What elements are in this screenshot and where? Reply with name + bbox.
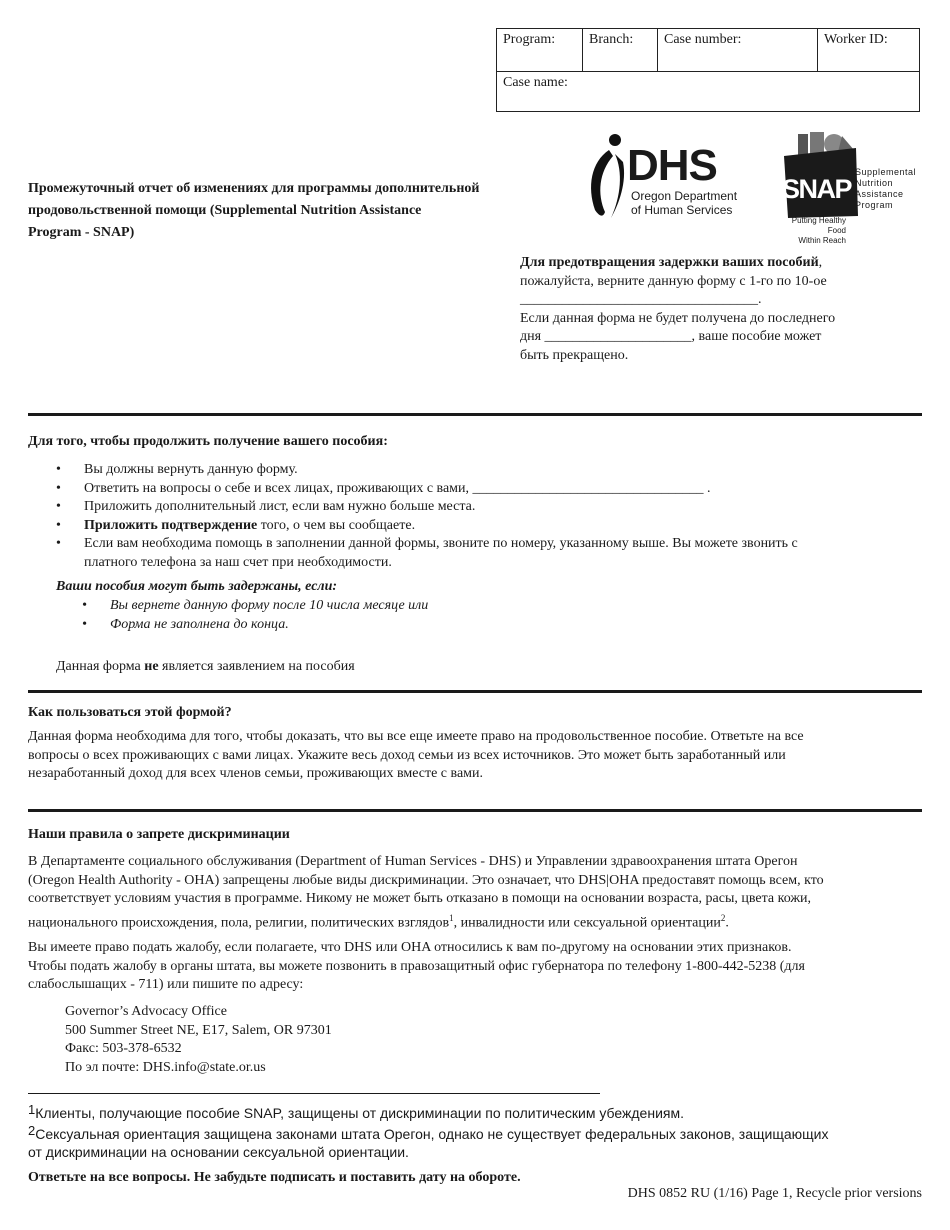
nondisc-text: , инвалидности или сексуальной ориентации [453,915,721,931]
not-application-note [56,659,355,675]
list-item-text: Приложить дополнительный лист, если вам нужно больше места. [84,499,476,514]
footnote-text: от дискриминации на основании сексуальной ориентации. [28,1144,409,1160]
program-label: Program: [503,32,556,47]
list-item [56,517,922,536]
program-field[interactable] [497,29,583,71]
nondiscrimination-paragraph-2 [28,939,928,995]
list-item-text: Ответить на вопросы о себе и всех лицах, проживающих с вами, _________________________________ . [84,480,711,496]
note-bold: не [144,659,159,674]
nondisc-p1-line3: соответствует условиям участия в программе. Никому не может быть отказано в помощи на основании возраста, расы, цвета кожи, [28,891,812,906]
how-to-line2: вопросы о всех проживающих с вами лицах. Укажите весь доход семьи из всех источников. Это может быть заработанный или [28,747,786,763]
list-item [56,480,922,499]
nondisc-text: национального происхождения, пола, религии, политических взглядов [28,915,450,931]
form-id: DHS 0852 RU (1/16) Page 1, Recycle prior versions [627,1186,922,1201]
case-number-field[interactable] [658,29,818,71]
footnote-2 [28,1122,928,1161]
note-text: является заявлением на пособия [158,659,355,674]
fax-line: Факс: 503-378-6532 [65,1041,182,1056]
list-item-text: Если вам необходима помощь в заполнении данной формы, звоните по номеру, указанному выше. Вы можете звонить с [84,536,798,551]
snap-p-word: Program [855,200,894,210]
delay-reasons-list [82,597,882,634]
note-text: Данная форма [56,659,145,674]
dhs-logo [585,132,765,224]
snap-s-word: Supplemental [855,167,917,177]
list-item-text: платного телефона за наш счет при необходимости. [84,554,392,570]
section-divider [28,809,922,812]
dhs-name-line1: Oregon Department [631,189,738,203]
how-to-line3: незаработанный доход для всех членов семьи, проживающих вместе с вами. [28,766,484,781]
address-line: Governor’s Advocacy Office [65,1004,227,1019]
email-line[interactable]: По эл почте: DHS.info@state.or.us [65,1059,266,1075]
footnote-number: 2 [28,1123,36,1138]
footnote-divider [28,1093,600,1094]
case-info-box [496,28,920,112]
nondisc-p2-line3: слабослышащих - 711) или пишите по адресу: [28,977,304,992]
how-to-paragraph [28,728,928,784]
list-item-text: Вы должны вернуть данную форму. [84,462,298,477]
notice-line6: быть прекращено. [520,347,629,363]
branch-label: Branch: [589,32,634,47]
worker-id-field[interactable] [818,29,919,71]
how-to-heading: Как пользоваться этой формой? [28,705,232,720]
list-item-text: Вы вернете данную форму после 10 числа месяце или [110,598,429,613]
snap-logo [770,130,925,245]
list-item [56,498,922,517]
branch-field[interactable] [583,29,658,71]
footnote-1 [28,1101,928,1122]
footnote-ref-1[interactable]: 1 [449,912,454,923]
nondisc-p1-line4 [28,909,928,933]
dhs-figure-icon [585,132,629,224]
section-divider [28,413,922,416]
worker-id-label: Worker ID: [824,32,888,47]
snap-tagline [772,216,846,246]
list-item [56,461,922,480]
snap-a-word: Assistance [855,189,904,199]
nondisc-p2-line1: Вы имеете право подать жалобу, если полагаете, что DHS или OHA относились к вам по-другому на основании этих признаков. [28,940,792,955]
list-item-text: того, о чем вы сообщаете. [257,517,416,533]
nondisc-text: . [725,915,729,931]
form-title-line2: продовольственной помощи (Supplemental Nutrition Assistance [28,203,422,218]
snap-wordmark: SNAP [782,174,852,204]
form-title-line3: Program - SNAP) [28,225,135,240]
address-line: 500 Summer Street NE, E17, Salem, OR 97301 [65,1022,332,1038]
snap-tagline-line2: Within Reach [798,236,846,245]
footnote-number: 1 [28,1102,36,1117]
list-item [56,535,922,572]
snap-tagline-line1: Putting Healthy Food [791,216,846,235]
list-item-bold: Приложить подтверждение [84,517,258,533]
case-name-label: Case name: [503,75,568,90]
section-divider [28,690,922,693]
case-info-row [497,29,919,72]
form-title [28,178,548,244]
notice-comma: , [818,255,823,270]
how-to-line1: Данная форма необходима для того, чтобы доказать, что вы все еще имеете право на продовольственное пособие. Ответьте на все [28,729,804,744]
nondiscrimination-paragraph-1 [28,853,928,933]
snap-n-word: Nutrition [855,178,894,188]
footnote-ref-2[interactable]: 2 [720,912,726,923]
footnote-text: Сексуальная ориентация защищена законами штата Орегон, однако не существует федеральных законов, защищающих [35,1126,829,1142]
form-title-line1: Промежуточный отчет об изменениях для программы дополнительной [28,181,480,196]
advocacy-office-address [65,1003,332,1077]
nondisc-p1-line1: В Департаменте социального обслуживания (Department of Human Services - DHS) и Управлении здравоохранения штата Орегон [28,854,798,869]
notice-line2: пожалуйста, верните данную форму с 1-го по 10-ое [520,273,827,289]
notice-bold-text: Для предотвращения задержки ваших пособий [520,255,819,270]
list-item-text: Форма не заполнена до конца. [110,616,289,632]
notice-line4: Если данная форма не будет получена до последнего [520,310,836,326]
dhs-name-line2: of Human Services [631,203,733,217]
sign-reminder: Ответьте на все вопросы. Не забудьте подписать и поставить дату на обороте. [28,1170,521,1185]
footnotes [28,1101,928,1161]
dhs-wordmark: DHS [627,141,717,190]
notice-last-day-blank[interactable]: дня _____________________, ваше пособие может [520,329,822,344]
delay-heading: Ваши пособия могут быть задержаны, если: [56,579,338,594]
nondisc-p2-line2: Чтобы подать жалобу в органы штата, вы можете позвонить в правозащитный офис губернатора по телефону 1-800-442-5238 (для [28,958,805,974]
return-deadline-notice [520,254,900,365]
nondiscrimination-heading: Наши правила о запрете дискриминации [28,827,290,842]
nondisc-p1-line2: (Oregon Health Authority - OHA) запрещены любые виды дискриминации. Это означает, что DHS|OHA предоставят помощь всем, кто [28,872,824,888]
list-item [82,597,882,616]
case-number-label: Case number: [664,32,742,47]
case-name-field[interactable] [503,75,568,91]
footnote-text: Клиенты, получающие пособие SNAP, защищены от дискриминации по политическим убеждениям. [35,1105,684,1121]
list-item [82,616,882,635]
snap-acronym-legend [855,167,916,211]
continue-requirements-list [56,461,922,572]
notice-due-date-blank[interactable]: __________________________________. [520,292,762,307]
continue-benefits-heading: Для того, чтобы продолжить получение вашего пособия: [28,434,388,449]
